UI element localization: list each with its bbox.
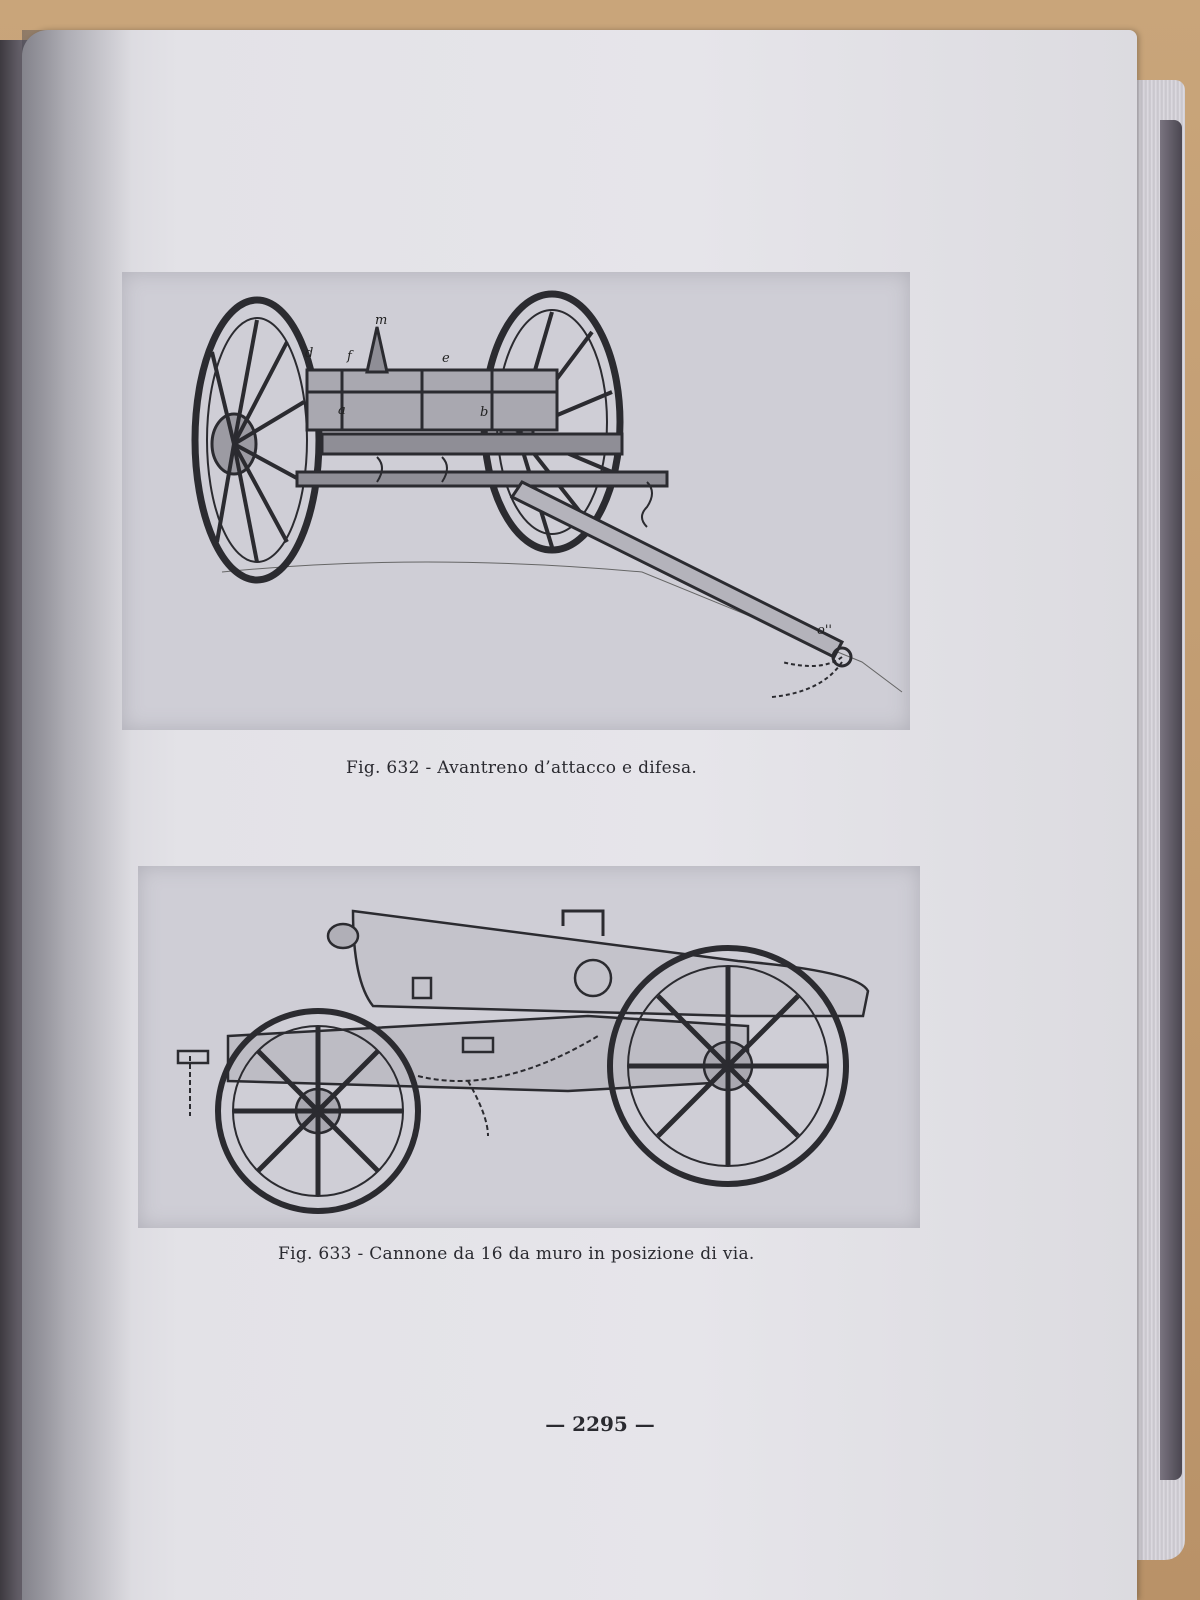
figure-633-illustration: [138, 866, 920, 1228]
book-cover-edge: [1160, 120, 1182, 1480]
label-e: e: [442, 351, 450, 366]
figure-633-caption: Fig. 633 - Cannone da 16 da muro in posizione di via.: [278, 1244, 755, 1264]
label-a: a: [338, 403, 346, 418]
limber-drawing: [122, 272, 910, 730]
figure-632-illustration: [122, 272, 910, 730]
label-m: m: [375, 313, 388, 328]
figure-632-caption: Fig. 632 - Avantreno d’attacco e difesa.: [346, 758, 698, 778]
label-b: b: [480, 405, 489, 420]
label-f: f: [347, 349, 352, 364]
book-page: [22, 30, 1137, 1600]
label-d: d: [305, 346, 314, 361]
label-o: o'': [817, 623, 832, 638]
cannon-drawing: [138, 866, 920, 1228]
page-number: — 2295 —: [545, 1412, 655, 1436]
